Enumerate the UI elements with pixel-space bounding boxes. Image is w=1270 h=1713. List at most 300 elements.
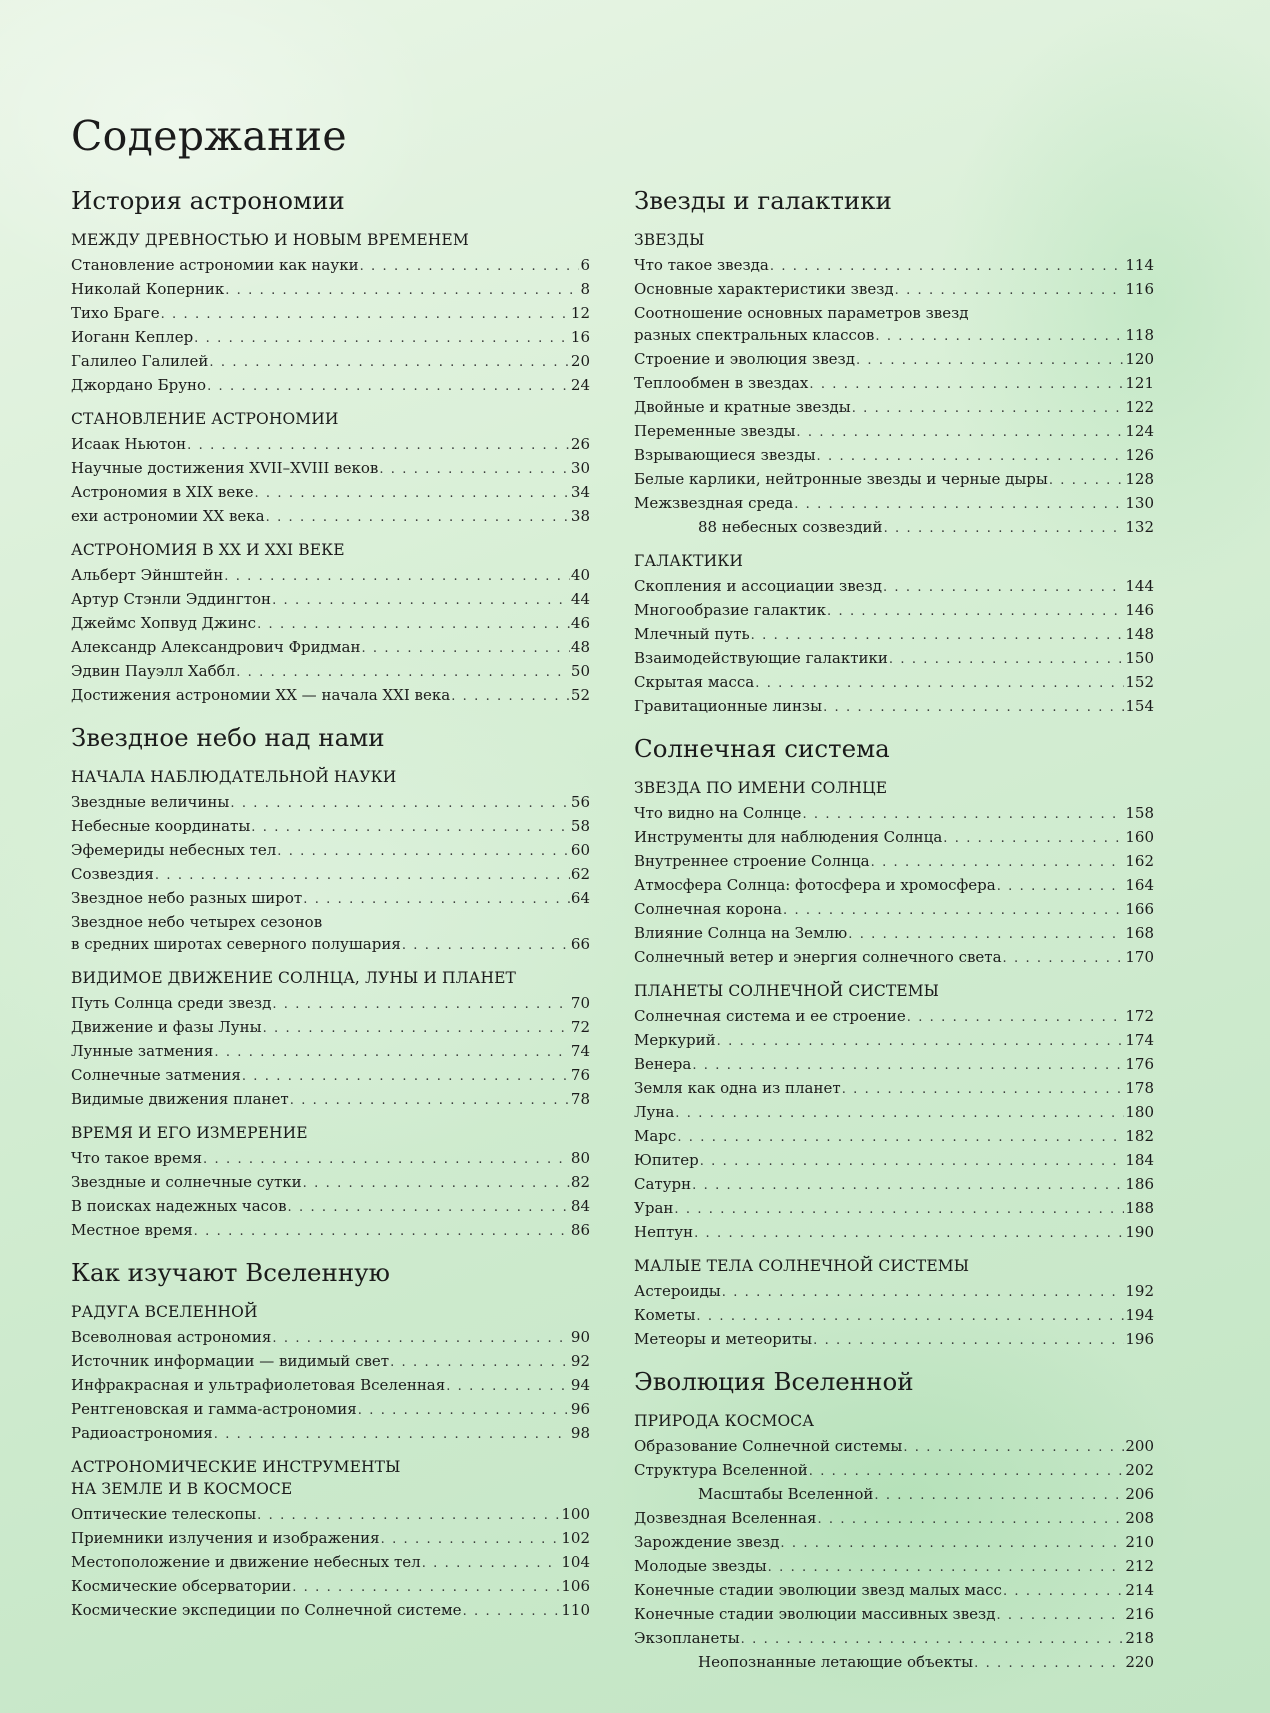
dot-leader	[303, 889, 570, 911]
toc-entry-title: Источник информации — видимый свет	[71, 1352, 390, 1370]
toc-entry-title: Скрытая масса	[634, 673, 755, 691]
toc-entry[interactable]	[71, 684, 590, 708]
toc-entry-title: Созвездия	[71, 865, 154, 883]
toc-entry[interactable]	[71, 1147, 590, 1171]
toc-entry[interactable]	[634, 599, 1154, 623]
page-number: 94	[570, 1376, 590, 1394]
page-number: 118	[1125, 326, 1154, 344]
toc-entry-title: Белые карлики, нейтронные звезды и черные дыры	[634, 470, 1048, 488]
toc-entry[interactable]	[634, 647, 1154, 671]
page-number: 210	[1125, 1533, 1154, 1551]
entry-list	[71, 992, 590, 1112]
toc-entry-title: Джеймс Хопвуд Джинс	[71, 614, 257, 632]
toc-entry[interactable]	[71, 863, 590, 887]
toc-section	[634, 732, 1154, 1352]
toc-entry[interactable]	[71, 1398, 590, 1422]
group-title: РАДУГА ВСЕЛЕННОЙ	[71, 1303, 258, 1321]
toc-entry-title: Сатурн	[634, 1175, 692, 1193]
page-number: 182	[1125, 1127, 1154, 1145]
group-title: МАЛЫЕ ТЕЛА СОЛНЕЧНОЙ СИСТЕМЫ	[634, 1257, 970, 1275]
page-number: 202	[1125, 1461, 1154, 1479]
dot-leader	[674, 1199, 1124, 1221]
page-number: 172	[1125, 1007, 1154, 1025]
page-number: 100	[561, 1505, 590, 1523]
page-number: 180	[1125, 1103, 1154, 1121]
entry-list	[634, 1280, 1154, 1352]
toc-entry-title: Приемники излучения и изображения	[71, 1529, 380, 1547]
toc-entry-title: Исаак Ньютон	[71, 435, 187, 453]
toc-entry-title: Радиоастрономия	[71, 1424, 213, 1442]
entry-list	[634, 254, 1154, 540]
entry-list	[71, 564, 590, 708]
page-number: 62	[570, 865, 590, 883]
toc-entry[interactable]	[634, 1304, 1154, 1328]
toc-entry-title: Рентгеновская и гамма-астрономия	[71, 1400, 357, 1418]
toc-entry[interactable]	[634, 1507, 1154, 1531]
dot-leader	[214, 1042, 570, 1064]
toc-entry[interactable]	[71, 326, 590, 350]
toc-entry[interactable]	[71, 791, 590, 815]
dot-leader	[1003, 1581, 1124, 1603]
toc-entry[interactable]	[634, 1077, 1154, 1101]
entry-list	[71, 1147, 590, 1243]
dot-leader	[187, 435, 570, 457]
dot-leader	[254, 483, 569, 505]
page-number: 98	[570, 1424, 590, 1442]
toc-entry-title: Что видно на Солнце	[634, 804, 802, 822]
page-number: 174	[1125, 1031, 1154, 1049]
toc-entry-title: Эдвин Пауэлл Хаббл	[71, 662, 236, 680]
toc-entry-title: Марс	[634, 1127, 677, 1145]
toc-entry-title: Астероиды	[634, 1282, 721, 1300]
toc-entry-title: Тихо Браге	[71, 304, 160, 322]
page-number: 56	[570, 793, 590, 811]
group-title: ВИДИМОЕ ДВИЖЕНИЕ СОЛНЦА, ЛУНЫ И ПЛАНЕТ	[71, 969, 516, 987]
dot-leader	[842, 1079, 1125, 1101]
toc-entry[interactable]	[634, 922, 1154, 946]
toc-entry[interactable]	[71, 1219, 590, 1243]
toc-entry[interactable]	[634, 468, 1154, 492]
page-number: 216	[1125, 1605, 1154, 1623]
toc-entry[interactable]	[71, 1527, 590, 1551]
group-title: ВРЕМЯ И ЕГО ИЗМЕРЕНИЕ	[71, 1124, 308, 1142]
dot-leader	[717, 1031, 1125, 1053]
entry-list	[634, 575, 1154, 719]
page-title: Содержание	[71, 112, 347, 160]
page-number: 212	[1125, 1557, 1154, 1575]
toc-entry-title: Николай Коперник	[71, 280, 225, 298]
toc-entry[interactable]	[71, 374, 590, 398]
dot-leader	[272, 1328, 570, 1350]
toc-right-column	[634, 184, 1154, 1675]
toc-entry[interactable]	[71, 1374, 590, 1398]
toc-entry[interactable]	[634, 575, 1154, 599]
page-number: 128	[1125, 470, 1154, 488]
dot-leader	[272, 994, 570, 1016]
page-number: 154	[1125, 697, 1154, 715]
toc-entry[interactable]	[634, 1280, 1154, 1304]
page-number: 12	[570, 304, 590, 322]
dot-leader	[446, 1376, 570, 1398]
page-number: 166	[1125, 900, 1154, 918]
toc-entry-title: Инструменты для наблюдения Солнца	[634, 828, 943, 846]
toc-entry-title: Космические обсерватории	[71, 1577, 292, 1595]
toc-entry-title: Солнечный ветер и энергия солнечного света	[634, 948, 1002, 966]
dot-leader	[242, 1066, 570, 1088]
page-number: 102	[561, 1529, 590, 1547]
dot-leader	[884, 518, 1125, 540]
toc-entry[interactable]	[634, 1531, 1154, 1555]
page-number: 60	[570, 841, 590, 859]
dot-leader	[755, 673, 1124, 695]
page-number: 200	[1125, 1437, 1154, 1455]
page-number: 6	[580, 256, 590, 274]
dot-leader	[874, 1485, 1124, 1507]
toc-entry-title: Структура Вселенной	[634, 1461, 808, 1479]
toc-entry-title: Экзопланеты	[634, 1629, 740, 1647]
toc-entry[interactable]	[71, 433, 590, 457]
page-number: 92	[570, 1352, 590, 1370]
page-number: 176	[1125, 1055, 1154, 1073]
toc-entry[interactable]	[71, 887, 590, 911]
toc-entry[interactable]	[71, 254, 590, 278]
toc-entry[interactable]	[634, 695, 1154, 719]
dot-leader	[903, 1437, 1124, 1459]
dot-leader	[236, 662, 570, 684]
page-number: 84	[570, 1197, 590, 1215]
page-number: 70	[570, 994, 590, 1012]
page-number: 178	[1125, 1079, 1154, 1097]
toc-entry-title: Что такое звезда	[634, 256, 769, 274]
page-number: 8	[580, 280, 590, 298]
dot-leader	[827, 601, 1124, 623]
toc-section	[634, 184, 1154, 719]
page-number: 38	[570, 507, 590, 525]
toc-entry[interactable]	[634, 802, 1154, 826]
toc-entry[interactable]	[71, 839, 590, 863]
toc-entry[interactable]	[71, 992, 590, 1016]
dot-leader	[257, 1505, 560, 1527]
toc-entry[interactable]	[634, 1221, 1154, 1245]
toc-entry-title: Кометы	[634, 1306, 696, 1324]
dot-leader	[203, 1149, 570, 1171]
group-title: ГАЛАКТИКИ	[634, 552, 743, 570]
toc-entry[interactable]	[71, 302, 590, 326]
toc-entry[interactable]	[71, 1422, 590, 1446]
dot-leader	[817, 446, 1125, 468]
toc-entry-title: Артур Стэнли Эддингтон	[71, 590, 272, 608]
toc-entry[interactable]	[634, 1173, 1154, 1197]
toc-entry[interactable]	[71, 457, 590, 481]
group-title: СТАНОВЛЕНИЕ АСТРОНОМИИ	[71, 410, 339, 428]
toc-left-column	[71, 184, 590, 1623]
dot-leader	[225, 280, 579, 302]
toc-entry[interactable]	[634, 1579, 1154, 1603]
toc-entry[interactable]	[634, 946, 1154, 970]
dot-leader	[856, 350, 1124, 372]
toc-entry[interactable]	[634, 1053, 1154, 1077]
toc-entry[interactable]	[71, 1171, 590, 1195]
toc-entry[interactable]	[71, 636, 590, 660]
dot-leader	[848, 924, 1124, 946]
page-number: 194	[1125, 1306, 1154, 1324]
toc-section	[634, 1365, 1154, 1675]
toc-entry-title: Местное время	[71, 1221, 193, 1239]
toc-entry-title: Альберт Эйнштейн	[71, 566, 224, 584]
toc-entry[interactable]	[634, 254, 1154, 278]
toc-entry[interactable]	[71, 1016, 590, 1040]
entry-list	[634, 1005, 1154, 1245]
toc-entry[interactable]	[634, 372, 1154, 396]
section-title: Эволюция Вселенной	[634, 1367, 914, 1396]
page-number: 64	[570, 889, 590, 907]
toc-entry-title-line: Соотношение основных параметров звезд	[634, 304, 969, 322]
page-number: 188	[1125, 1199, 1154, 1217]
dot-leader	[883, 577, 1124, 599]
page-number: 52	[570, 686, 590, 704]
toc-entry-title: Строение и эволюция звезд	[634, 350, 855, 368]
toc-entry[interactable]	[71, 1350, 590, 1374]
toc-entry-title: Оптические телескопы	[71, 1505, 257, 1523]
page-number: 192	[1125, 1282, 1154, 1300]
toc-entry-title: Достижения астрономии XX — начала XXI века	[71, 686, 451, 704]
toc-entry[interactable]	[634, 1029, 1154, 1053]
toc-entry[interactable]	[71, 481, 590, 505]
group-title-line2: НА ЗЕМЛЕ И В КОСМОСЕ	[71, 1480, 293, 1498]
toc-entry-title: Образование Солнечной системы	[634, 1437, 903, 1455]
group-title: НАЧАЛА НАБЛЮДАТЕЛЬНОЙ НАУКИ	[71, 768, 397, 786]
toc-entry[interactable]	[71, 1551, 590, 1575]
toc-entry[interactable]	[634, 1603, 1154, 1627]
toc-entry-title: Юпитер	[634, 1151, 699, 1169]
toc-entry[interactable]	[634, 1459, 1154, 1483]
page-number: 162	[1125, 852, 1154, 870]
toc-entry[interactable]	[634, 671, 1154, 695]
group-title: АСТРОНОМИЧЕСКИЕ ИНСТРУМЕНТЫ	[71, 1458, 401, 1476]
toc-entry[interactable]	[71, 505, 590, 529]
toc-entry[interactable]	[634, 444, 1154, 468]
page-number: 50	[570, 662, 590, 680]
toc-entry-title: Иоганн Кеплер	[71, 328, 194, 346]
toc-entry[interactable]	[634, 420, 1154, 444]
dot-leader	[895, 280, 1125, 302]
dot-leader	[943, 828, 1124, 850]
toc-entry-title: Земля как одна из планет	[634, 1079, 841, 1097]
toc-entry[interactable]	[71, 278, 590, 302]
dot-leader	[875, 326, 1124, 348]
toc-entry-title: Млечный путь	[634, 625, 750, 643]
toc-entry[interactable]	[71, 350, 590, 374]
page-number: 104	[561, 1553, 590, 1571]
toc-entry[interactable]	[634, 1149, 1154, 1173]
entry-list	[634, 1435, 1154, 1675]
dot-leader	[288, 1197, 570, 1219]
page-number: 168	[1125, 924, 1154, 942]
toc-entry[interactable]	[634, 1328, 1154, 1352]
page-number: 20	[570, 352, 590, 370]
toc-entry[interactable]	[71, 1503, 590, 1527]
toc-entry[interactable]	[634, 348, 1154, 372]
toc-entry-title: Неопознанные летающие объекты	[698, 1653, 974, 1671]
toc-entry[interactable]	[634, 850, 1154, 874]
dot-leader	[751, 625, 1125, 647]
page-number: 72	[570, 1018, 590, 1036]
group-title: ЗВЕЗДЫ	[634, 231, 705, 249]
toc-entry-title: Молодые звезды	[634, 1557, 767, 1575]
dot-leader	[852, 398, 1125, 420]
toc-entry[interactable]	[71, 588, 590, 612]
page-number: 160	[1125, 828, 1154, 846]
toc-entry[interactable]	[634, 278, 1154, 302]
toc-entry[interactable]	[634, 1651, 1154, 1675]
toc-entry[interactable]	[71, 564, 590, 588]
dot-leader	[277, 841, 570, 863]
dot-leader	[823, 697, 1124, 719]
dot-leader	[361, 638, 569, 660]
page-number: 130	[1125, 494, 1154, 512]
toc-entry-title: Солнечная система и ее строение	[634, 1007, 906, 1025]
dot-leader	[677, 1127, 1124, 1149]
dot-leader	[1049, 470, 1125, 492]
toc-entry-title: Скопления и ассоциации звезд	[634, 577, 882, 595]
toc-entry[interactable]	[634, 1197, 1154, 1221]
dot-leader	[266, 507, 570, 529]
section-title: История астрономии	[71, 186, 345, 215]
page-number: 126	[1125, 446, 1154, 464]
dot-leader	[741, 1629, 1125, 1651]
entry-list	[71, 791, 590, 957]
toc-entry-title: 88 небесных созвездий	[698, 518, 883, 536]
toc-entry-title: Меркурий	[634, 1031, 716, 1049]
page-number: 146	[1125, 601, 1154, 619]
page-number: 196	[1125, 1330, 1154, 1348]
dot-leader	[802, 804, 1124, 826]
toc-entry[interactable]	[634, 1005, 1154, 1029]
toc-entry-title: ехи астрономии XX века	[71, 507, 265, 525]
group-title: АСТРОНОМИЯ В XX И XXI ВЕКЕ	[71, 541, 345, 559]
toc-entry-title: Солнечная корона	[634, 900, 782, 918]
toc-entry[interactable]	[71, 815, 590, 839]
page-number: 80	[570, 1149, 590, 1167]
toc-entry-title: Путь Солнца среди звезд	[71, 994, 272, 1012]
dot-leader	[214, 1424, 570, 1446]
toc-entry-title: Научные достижения XVII–XVIII веков	[71, 459, 379, 477]
toc-entry-title: Местоположение и движение небесных тел	[71, 1553, 421, 1571]
toc-entry[interactable]	[634, 1101, 1154, 1125]
toc-entry[interactable]	[71, 1195, 590, 1219]
dot-leader	[161, 304, 570, 326]
toc-entry-title: Луна	[634, 1103, 675, 1121]
toc-entry[interactable]	[634, 1125, 1154, 1149]
dot-leader	[813, 1330, 1124, 1352]
toc-entry-title: Атмосфера Солнца: фотосфера и хромосфера	[634, 876, 996, 894]
toc-entry[interactable]	[634, 1555, 1154, 1579]
toc-entry[interactable]	[634, 898, 1154, 922]
toc-entry-title: Звездное небо разных широт	[71, 889, 303, 907]
toc-entry[interactable]	[634, 324, 1154, 348]
toc-entry[interactable]	[71, 1064, 590, 1088]
dot-leader	[257, 614, 570, 636]
toc-entry[interactable]	[71, 1599, 590, 1623]
toc-entry[interactable]	[71, 1088, 590, 1112]
dot-leader	[207, 376, 570, 398]
toc-entry[interactable]	[71, 1040, 590, 1064]
toc-entry-title: в средних широтах северного полушария	[71, 935, 401, 953]
page-number: 24	[570, 376, 590, 394]
toc-entry[interactable]	[634, 516, 1154, 540]
toc-entry[interactable]	[71, 660, 590, 684]
toc-entry-title: Гравитационные линзы	[634, 697, 823, 715]
toc-entry-title: Александр Александрович Фридман	[71, 638, 361, 656]
toc-entry-title: Всеволновая астрономия	[71, 1328, 272, 1346]
dot-leader	[194, 328, 570, 350]
dot-leader	[155, 865, 570, 887]
dot-leader	[997, 876, 1125, 898]
page-number: 106	[561, 1577, 590, 1595]
dot-leader	[230, 793, 570, 815]
toc-entry-title: Многообразие галактик	[634, 601, 827, 619]
dot-leader	[381, 1529, 561, 1551]
toc-entry-title: Метеоры и метеориты	[634, 1330, 813, 1348]
dot-leader	[809, 1461, 1125, 1483]
page-number: 184	[1125, 1151, 1154, 1169]
toc-entry[interactable]	[634, 396, 1154, 420]
page-number: 78	[570, 1090, 590, 1108]
dot-leader	[263, 1018, 570, 1040]
page-number: 76	[570, 1066, 590, 1084]
dot-leader	[907, 1007, 1125, 1029]
dot-leader	[390, 1352, 570, 1374]
page-number: 86	[570, 1221, 590, 1239]
toc-entry[interactable]	[634, 623, 1154, 647]
toc-entry[interactable]	[71, 612, 590, 636]
page-number: 170	[1125, 948, 1154, 966]
toc-entry-title: Становление астрономии как науки	[71, 256, 359, 274]
toc-entry-title: Видимые движения планет	[71, 1090, 289, 1108]
page-number: 158	[1125, 804, 1154, 822]
dot-leader	[871, 852, 1125, 874]
dot-leader	[379, 459, 570, 481]
page-number: 152	[1125, 673, 1154, 691]
entry-list	[71, 254, 590, 398]
toc-entry[interactable]	[71, 1326, 590, 1350]
toc-entry-title: Небесные координаты	[71, 817, 251, 835]
page-number: 110	[561, 1601, 590, 1619]
page-number: 220	[1125, 1653, 1154, 1671]
toc-entry[interactable]	[634, 1483, 1154, 1507]
toc-entry-title: Двойные и кратные звезды	[634, 398, 851, 416]
entry-list	[71, 433, 590, 529]
page-number: 66	[570, 935, 590, 953]
toc-entry[interactable]	[71, 933, 590, 957]
toc-entry[interactable]	[71, 1575, 590, 1599]
toc-entry[interactable]	[634, 874, 1154, 898]
section-title: Звезды и галактики	[634, 186, 892, 215]
toc-entry[interactable]	[634, 826, 1154, 850]
page-number: 214	[1125, 1581, 1154, 1599]
dot-leader	[692, 1055, 1124, 1077]
page-number: 44	[570, 590, 590, 608]
toc-entry-title: Основные характеристики звезд	[634, 280, 894, 298]
page-number: 150	[1125, 649, 1154, 667]
toc-entry[interactable]	[634, 1435, 1154, 1459]
dot-leader	[694, 1223, 1124, 1245]
toc-entry-title: Звездные величины	[71, 793, 230, 811]
dot-leader	[817, 1509, 1124, 1531]
toc-entry-title: Венера	[634, 1055, 692, 1073]
toc-entry[interactable]	[634, 492, 1154, 516]
toc-entry[interactable]	[634, 1627, 1154, 1651]
